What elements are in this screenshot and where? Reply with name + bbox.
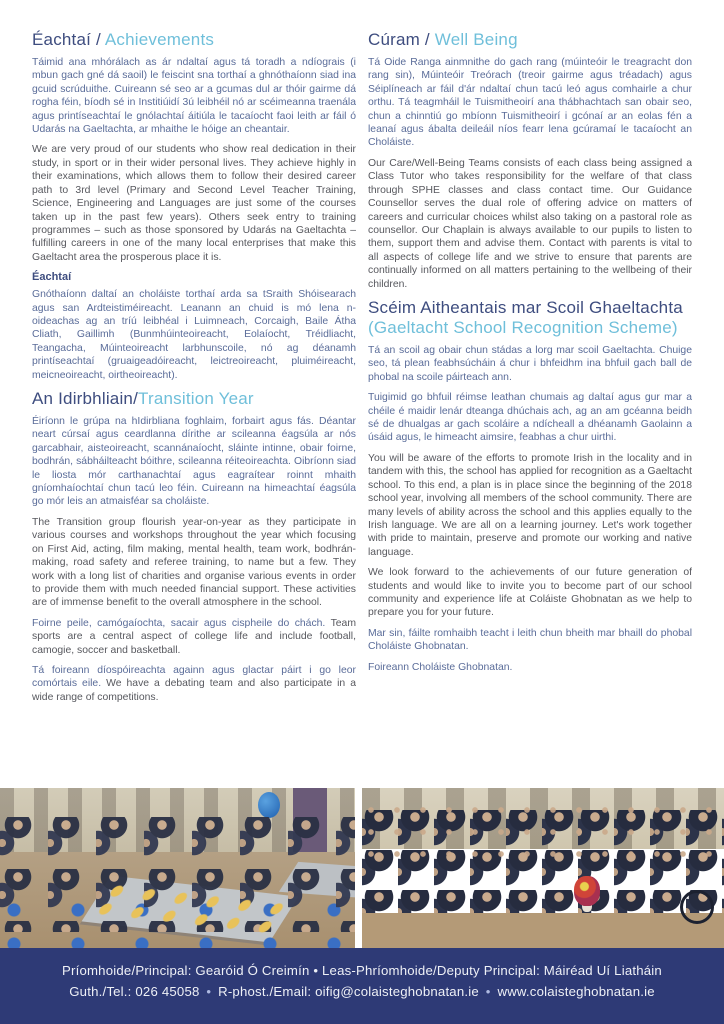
hall-floor bbox=[362, 913, 724, 948]
bullet-separator-2: • bbox=[485, 984, 491, 999]
debating-english: We have a debating team and also participate in a wide range of competitions. bbox=[32, 678, 356, 703]
achievements-heading-irish: Éachtaí / bbox=[32, 30, 105, 49]
team-sports-paragraph bbox=[32, 617, 356, 657]
irish-language-ability-paragraph: Tuigimid go bhfuil réimse leathan chumais ag daltaí agus gur mar a chéile é maidir lenár dteanga dhúchais ach, ag an am gcéanna beidh sé de dhualgas ar gach scoláire a ndícheall a dhéanamh Gaolainn a úsáid agus, le himeacht aimsire, feabhas a chur uirthi. bbox=[368, 392, 692, 444]
blue-balloon bbox=[258, 792, 280, 818]
wellbeing-heading-irish: Cúram / bbox=[368, 30, 435, 49]
gaeltacht-scheme-heading-irish: Scéim Aitheantais mar Scoil Ghaeltachta bbox=[368, 297, 683, 317]
photo-strip bbox=[0, 788, 724, 948]
bullet-separator: • bbox=[206, 984, 212, 999]
transition-year-heading bbox=[32, 389, 356, 409]
waving-arms bbox=[362, 804, 724, 860]
gaeltacht-scheme-heading bbox=[368, 298, 692, 338]
eachtai-subheading: Éachtaí bbox=[32, 271, 72, 284]
transition-year-heading-english: Transition Year bbox=[138, 388, 254, 408]
team-sports-irish: Foirne peile, camógaíochta, sacair agus cispheile do chách. bbox=[32, 617, 331, 629]
welcome-paragraph-irish: Mar sin, fáilte romhaibh teacht i leith chun bheith mar bhaill do phobal Choláiste Ghobnatan. bbox=[368, 627, 692, 653]
contact-line bbox=[0, 981, 724, 1002]
principals-line: Príomhoide/Principal: Gearóid Ó Creimín • Leas-Phríomhoide/Deputy Principal: Máiréad Uí Liatháin bbox=[62, 963, 662, 978]
debating-irish: Tá foireann díospóireachta againn agus glactar páirt i go leor comórtais eile. bbox=[32, 664, 356, 690]
signature-line: Foireann Choláiste Ghobnatan. bbox=[368, 661, 513, 673]
wheelchair bbox=[680, 890, 714, 924]
email-label: R-phost./Email: bbox=[218, 984, 312, 999]
achievements-paragraph-english: We are very proud of our students who show real dedication in their study, in sport or in their wider personal lives. They achieve highly in their examinations, which allows them to follow their desired career path to 3rd level (Primary and Second Level Teacher Training, Science, Engineering and Languages are just some of the courses taken up in the past few years). Others seek entry to training programmes – such as those sponsored by Udarás na Gaeltachta –fulfilling careers in one of the many local enterprises that make this Gaeltacht area the prosperous place it is. bbox=[32, 144, 356, 263]
achievements-heading bbox=[32, 30, 356, 50]
transition-year-paragraph-irish: Éiríonn le grúpa na hIdirbliana foghlaim, forbairt agus fás. Déantar neart cúrsaí agus ceardlanna dírithe ar scileanna éagsúla ar nós garcabhair, aisteoireacht, scannánaíocht, sláinte intinne, obair foirne, bodhrán, sábháilteacht bóithre, scileanna réiteoireachta. Oibríonn siad le liosta mór carthanachtaí agus eagraítear roinnt mhaith gníomhaíochtaí chun tacú leo féin. Cuireann na himeachtaí éagsúla go mór leis an atmaisféar sa choláiste. bbox=[32, 416, 356, 508]
footer-website-link[interactable]: www.colaisteghobnatan.ie bbox=[497, 984, 655, 999]
wellbeing-heading bbox=[368, 30, 692, 50]
gaeltacht-recognition-paragraph-english: You will be aware of the efforts to promote Irish in the locality and in tandem with this, the school has applied for recognition as a Gaeltacht school. To this end, a plan is in place since the beginning of the 2018 school year, involving all members of the school community. There are many levels of ability across the school and this applies equally to the Irish language. We are all on a learning journey. Let's work together with pride to maintain, preserve and promote our working and native language. bbox=[368, 452, 692, 558]
wellbeing-paragraph-english: Our Care/Well-Being Teams consists of each class being assigned a Class Tutor who takes responsibility for the welfare of that class through SPHE classes and class contact time. Our Guidance Counsellor serves the dual role of offering advice on matters of careers and curricular choices whilst also taking on a pastoral role as counsellor. Our Chaplain is always available to our pupils to listen to them, support them and advise them. Contact with parents is vital to all aspects of college life and we strive to ensure that parents are continually informed on all matters pertaining to the wellbeing of their children. bbox=[368, 157, 692, 290]
phone-number: Guth./Tel.: 026 45058 bbox=[69, 984, 200, 999]
assembly-photo bbox=[362, 788, 724, 948]
footer-email-link[interactable]: oifig@colaisteghobnatan.ie bbox=[315, 984, 479, 999]
achievements-heading-english: Achievements bbox=[104, 30, 215, 49]
team-sports-english: Team sports are a central aspect of college life and include football, camogie, soccer and basketball. bbox=[32, 617, 356, 656]
right-column bbox=[368, 30, 692, 786]
invitation-paragraph-english: We look forward to the achievements of our future generation of students and would like to invite you to become part of our school community and experience life at Coláiste Ghobnatan as we help to prepare you for your future. bbox=[368, 567, 692, 619]
two-column-text-area bbox=[32, 30, 692, 786]
contact-footer bbox=[0, 948, 724, 1024]
debating-paragraph bbox=[32, 664, 356, 704]
gaeltacht-scheme-heading-english: (Gaeltacht School Recognition Scheme) bbox=[368, 318, 678, 337]
transition-year-heading-irish: An Idirbhliain/ bbox=[32, 388, 139, 408]
flower-bouquet bbox=[574, 876, 600, 906]
achievements-paragraph-irish: Táimid ana mhórálach as ár ndaltaí agus tá toradh a ndíograis (i mbun gach gné dá saoil) le feiscint sna torthaí a ghnóthaíonn siad ina gcuid scrúduithe. Cuireann sé seo ar a gcumas dul ar thóir gairme dá rogha féin, bíodh sé in Institiúidí 3ú leibhéil nó ar scéimeanna traenála agus printíseachtaí le gnólachtaí áitiúla le tacaíocht faoi leith ar fáil ó Udarás na Gaeltachta, ar mhaithe le hóige an cheantair. bbox=[32, 57, 356, 136]
transition-year-paragraph-english: The Transition group flourish year-on-year as they participate in various courses and workshops throughout the year which focusing on First Aid, acting, film making, mental health, team work, bodhrán-making, road safety and referee training, to name but a few. They work with a long list of charities and organise various events in order to provide them with much needed financial support. These activities are of immense benefit to the overall atmosphere in the school. bbox=[32, 516, 356, 609]
eachtai-paragraph-irish: Gnóthaíonn daltaí an choláiste torthaí arda sa tSraith Shóisearach agus san Ardteistiméireacht. Leanann an chuid is mó lena n-oideachas ag an tríú leibhéal i Luimneach, Corcaigh, Baile Átha Cliath, Gaillimh (Bunmhúinteoireacht, Eolaíocht, Tréidliacht, Teangacha, Múinteoireacht larbhunscoile, nó ag déanamh printíseachtaí (gruaigeadóireacht, leictreoireacht, pluiméireacht, meicneoireacht, oirtheoireacht). bbox=[32, 289, 356, 381]
canteen-photo bbox=[0, 788, 355, 948]
wellbeing-heading-english: Well Being bbox=[434, 30, 518, 49]
left-column bbox=[32, 30, 356, 786]
gaeltacht-status-paragraph-irish: Tá an scoil ag obair chun stádas a lorg mar scoil Gaeltachta. Chuige seo, tá plean feabhsúcháin á chur i bhfeidhm ina bhfuil gach ball de phobal na scoile páirteach ann. bbox=[368, 345, 692, 383]
wellbeing-paragraph-irish: Tá Oide Ranga ainmnithe do gach rang (múinteóir le treagracht don rang sin), Múinteóir Treórach (treoir gairme agus tréadach) agus Séiplíneach ar fáil d'ár ndaltaí chun tacú leó agus comhairle a chur orthu. Tá teagmháil le Tuismitheoirí ana thábhachtach san obair seo, chun a chinntiú go mbíonn Tuismitheoirí i gcónaí ar an eolas fén a leanaí agus ábalta deileáil níos fearr lena gcúramaí le tacaíocht an Choláiste. bbox=[368, 57, 692, 149]
